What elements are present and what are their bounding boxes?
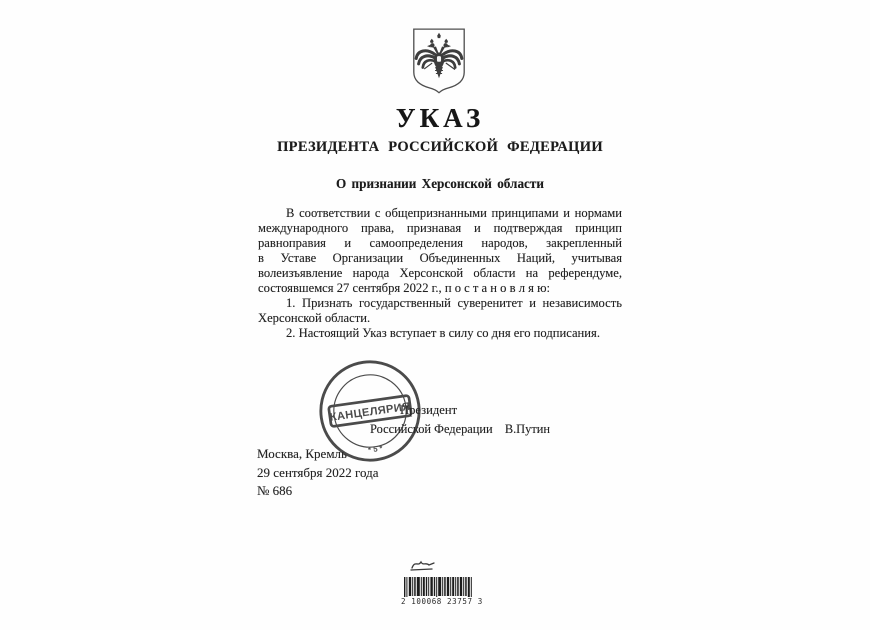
decree-title: УКАЗ [395, 103, 485, 133]
stamp-bottom-text: * 5 * [367, 443, 384, 455]
body-line: международного права, признавая и подтверждая принцип [258, 221, 622, 235]
chancellery-stamp-icon [310, 351, 430, 471]
body-line: Херсонской области. [258, 311, 371, 325]
barcode-digits: 2 100068 23757 3 [401, 597, 483, 606]
body-line: в Уставе Организации Объединенных Наций, учитывая [258, 251, 622, 265]
barcode-block [401, 558, 483, 606]
stamp-center-label: КАНЦЕЛЯРИЯ [329, 400, 412, 424]
body-line: 1. Признать государственный суверенитет и независимость [286, 296, 622, 310]
footer-place: Москва, Кремль [257, 446, 347, 461]
decree-issuer: ПРЕЗИДЕНТА РОССИЙСКОЙ ФЕДЕРАЦИИ [277, 139, 603, 155]
decree-body [258, 206, 622, 341]
body-line: В соответствии с общепризнанными принципами и нормами [286, 206, 622, 220]
footer-date: 29 сентября 2022 года [257, 464, 379, 480]
barcode-icon [404, 577, 474, 597]
signature-title-line2: Российской Федерации [370, 422, 493, 436]
body-line: волеизъявление народа Херсонской области на референдуме, [258, 266, 622, 280]
decree-subject: О признании Херсонской области [336, 176, 544, 191]
handwritten-mark-icon [409, 558, 437, 572]
body-line: 2. Настоящий Указ вступает в силу со дня его подписания. [286, 326, 600, 340]
body-line: равноправия и самоопределения народов, закрепленный [258, 236, 622, 250]
body-line: состоявшемся 27 сентября 2022 г., п о с т а н о в л я ю: [258, 281, 550, 295]
signature-name: В.Путин [504, 422, 550, 436]
coat-of-arms-icon [409, 26, 469, 97]
footer-number: № 686 [257, 483, 293, 498]
double-headed-eagle-icon [409, 26, 469, 97]
signature-title-line1: Президент [400, 403, 458, 417]
